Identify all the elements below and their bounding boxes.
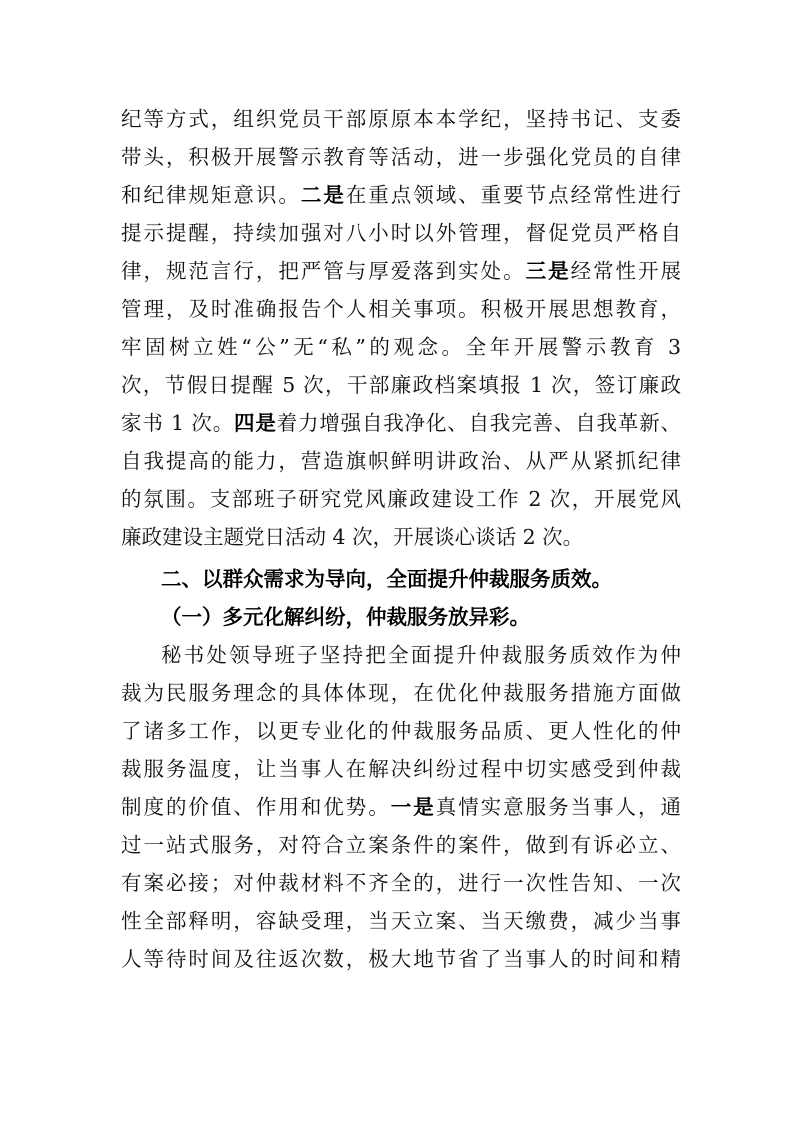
paragraph-line-1: 纪等方式，组织党员干部原原本本学纪，坚持书记、支委 xyxy=(121,107,681,131)
text-run: 真情实意服务当事人，通 xyxy=(435,795,681,819)
paragraph2-line-6: 过一站式服务，对符合立案条件的案件，做到有诉必立、 xyxy=(121,833,681,857)
paragraph-line-5 xyxy=(121,256,681,286)
bold-marker-two: 二是 xyxy=(300,183,346,207)
paragraph2-line-5 xyxy=(121,792,681,822)
paragraph-line-4: 提示提醒，持续加强对八小时以外管理，督促党员严格自 xyxy=(121,221,681,245)
paragraph2-line-8: 性全部释明，容缺受理，当天立案、当天缴费，减少当事 xyxy=(121,909,681,933)
section-heading: 二、以群众需求为导向，全面提升仲裁服务质效。 xyxy=(161,567,612,591)
paragraph-line-8: 次，节假日提醒 5 次，干部廉政档案填报 1 次，签订廉政 xyxy=(121,373,681,397)
paragraph2-line-7: 有案必接；对仲裁材料不齐全的，进行一次性告知、一次 xyxy=(121,871,681,895)
bold-marker-three: 三是 xyxy=(525,259,571,283)
text-run: 着力增强自我净化、自我完善、自我革新、 xyxy=(276,411,681,435)
paragraph-line-12: 廉政建设主题党日活动 4 次，开展谈心谈话 2 次。 xyxy=(121,525,584,549)
paragraph2-line-3: 了诸多工作，以更专业化的仲裁服务品质、更人性化的仲 xyxy=(121,719,681,743)
paragraph-line-10: 自我提高的能力，营造旗帜鲜明讲政治、从严从紧抓纪律 xyxy=(121,449,681,473)
bold-marker-one: 一是 xyxy=(390,795,436,819)
paragraph-line-2: 带头，积极开展警示教育等活动，进一步强化党员的自律 xyxy=(121,145,681,169)
text-run: 律，规范言行，把严管与厚爱落到实处。 xyxy=(121,259,526,283)
text-run: 和纪律规矩意识。 xyxy=(121,183,301,207)
paragraph-line-3 xyxy=(121,180,681,210)
paragraph-line-11: 的氛围。支部班子研究党风廉政建设工作 2 次，开展党风 xyxy=(121,487,681,511)
paragraph2-line-4: 裁服务温度，让当事人在解决纠纷过程中切实感受到仲裁 xyxy=(121,757,681,781)
paragraph-line-7: 牢固树立姓“公”无“私”的观念。全年开展警示教育 3 xyxy=(121,335,681,359)
text-run: 经常性开展 xyxy=(570,259,681,283)
paragraph-line-6: 管理，及时准确报告个人相关事项。积极开展思想教育， xyxy=(121,297,681,321)
text-run: 家书 1 次。 xyxy=(121,411,235,435)
text-run: 制度的价值、作用和优势。 xyxy=(121,795,391,819)
paragraph-line-9 xyxy=(121,408,681,438)
bold-marker-four: 四是 xyxy=(234,411,277,435)
paragraph2-line-2: 裁为民服务理念的具体体现，在优化仲裁服务措施方面做 xyxy=(121,681,681,705)
paragraph2-line-9: 人等待时间及往返次数，极大地节省了当事人的时间和精 xyxy=(121,947,681,971)
paragraph2-line-1: 秘书处领导班子坚持把全面提升仲裁服务质效作为仲 xyxy=(161,643,681,667)
subsection-heading: （一）多元化解纠纷，仲裁服务放异彩。 xyxy=(161,605,530,629)
text-run: 在重点领域、重要节点经常性进行 xyxy=(345,183,681,207)
